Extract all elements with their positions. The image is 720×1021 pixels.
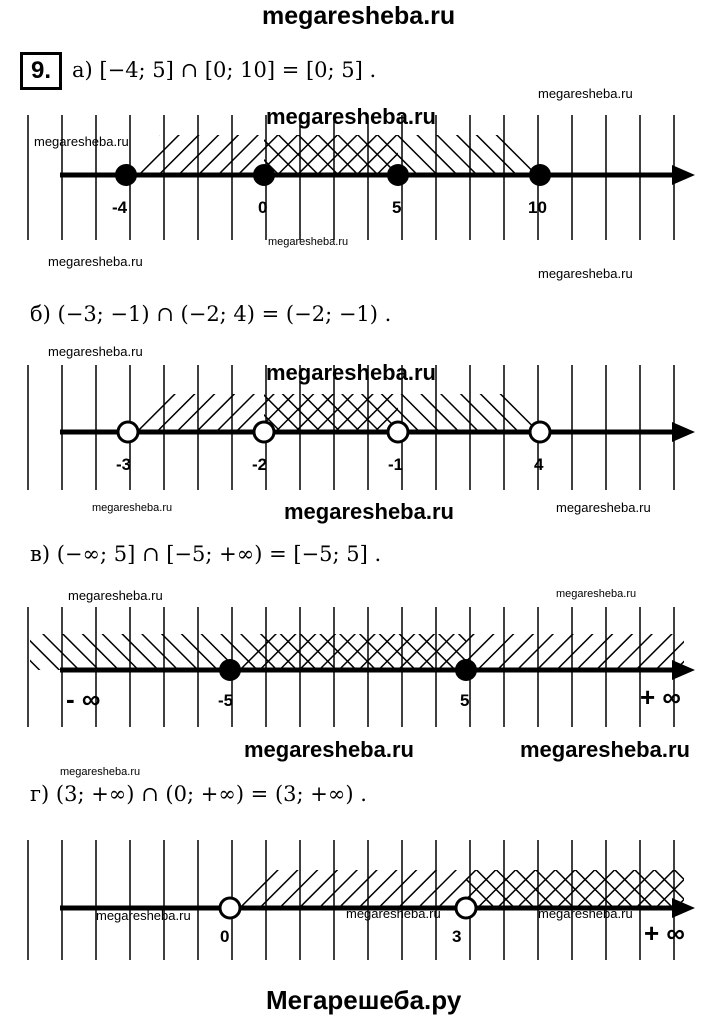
point-b-minus3 (118, 422, 138, 442)
point-g-3 (456, 898, 476, 918)
watermark: megaresheba.ru (346, 906, 441, 921)
point-v-minus5 (219, 659, 241, 681)
watermark: megaresheba.ru (556, 500, 651, 515)
tick-v-1: -5 (218, 691, 234, 710)
part-v-label: в) (30, 542, 51, 566)
watermark: megaresheba.ru (520, 737, 690, 762)
part-b-formula: (−3; −1) ∩ (−2; 4) = (−2; −1) . (57, 302, 392, 326)
point-a-5 (387, 164, 409, 186)
watermark: megaresheba.ru (244, 737, 414, 762)
point-b-4 (530, 422, 550, 442)
header-watermark: megaresheba.ru (262, 2, 456, 30)
part-a-label: а) (72, 58, 93, 82)
watermark: megaresheba.ru (48, 254, 143, 269)
tick-b-4: 4 (534, 455, 544, 474)
part-b-expression (30, 302, 391, 326)
part-v-expression (30, 542, 381, 566)
tick-a-2: 0 (258, 198, 268, 217)
right-infinity-v: + ∞ (640, 682, 681, 712)
footer-watermark: Мегарешеба.ру (266, 985, 462, 1015)
part-g-expression (30, 782, 367, 806)
number-line-v (0, 592, 720, 742)
left-infinity-v: - ∞ (66, 684, 101, 714)
part-g-label: г) (30, 782, 50, 806)
tick-b-3: -1 (388, 455, 404, 474)
point-g-0 (220, 898, 240, 918)
tick-b-1: -3 (116, 455, 132, 474)
point-b-minus2 (254, 422, 274, 442)
number-line-g (0, 830, 720, 970)
watermark: megaresheba.ru (34, 134, 129, 149)
tick-a-4: 10 (528, 198, 547, 217)
part-g-formula: (3; +∞) ∩ (0; +∞) = (3; +∞) . (55, 782, 367, 806)
point-v-5 (455, 659, 477, 681)
tick-a-3: 5 (392, 198, 402, 217)
point-b-minus1 (388, 422, 408, 442)
tick-b-2: -2 (252, 455, 268, 474)
watermark: megaresheba.ru (538, 266, 633, 281)
part-a-formula: [−4; 5] ∩ [0; 10] = [0; 5] . (99, 58, 377, 82)
region-g-2 (466, 870, 684, 908)
tick-v-2: 5 (460, 691, 470, 710)
watermark: megaresheba.ru (92, 502, 173, 514)
watermark: megaresheba.ru (96, 908, 191, 923)
part-a-expression (72, 58, 376, 82)
tick-a-1: -4 (112, 198, 128, 217)
tick-g-1: 0 (220, 927, 230, 946)
watermark: megaresheba.ru (538, 906, 633, 921)
watermark: megaresheba.ru (268, 236, 349, 248)
right-infinity-g: + ∞ (644, 918, 685, 948)
point-a-minus4 (115, 164, 137, 186)
tick-g-2: 3 (452, 927, 462, 946)
watermark: megaresheba.ru (60, 766, 141, 778)
part-b-label: б) (30, 302, 51, 326)
watermark: megaresheba.ru (284, 499, 454, 524)
watermark: megaresheba.ru (68, 588, 163, 603)
watermark: megaresheba.ru (556, 588, 637, 600)
watermark: megaresheba.ru (538, 86, 633, 101)
watermark: megaresheba.ru (266, 104, 436, 129)
point-a-10 (529, 164, 551, 186)
watermark: megaresheba.ru (266, 360, 436, 385)
watermark: megaresheba.ru (48, 344, 143, 359)
point-a-0 (253, 164, 275, 186)
problem-number: 9. (20, 52, 62, 90)
part-v-formula: (−∞; 5] ∩ [−5; +∞) = [−5; 5] . (56, 542, 382, 566)
